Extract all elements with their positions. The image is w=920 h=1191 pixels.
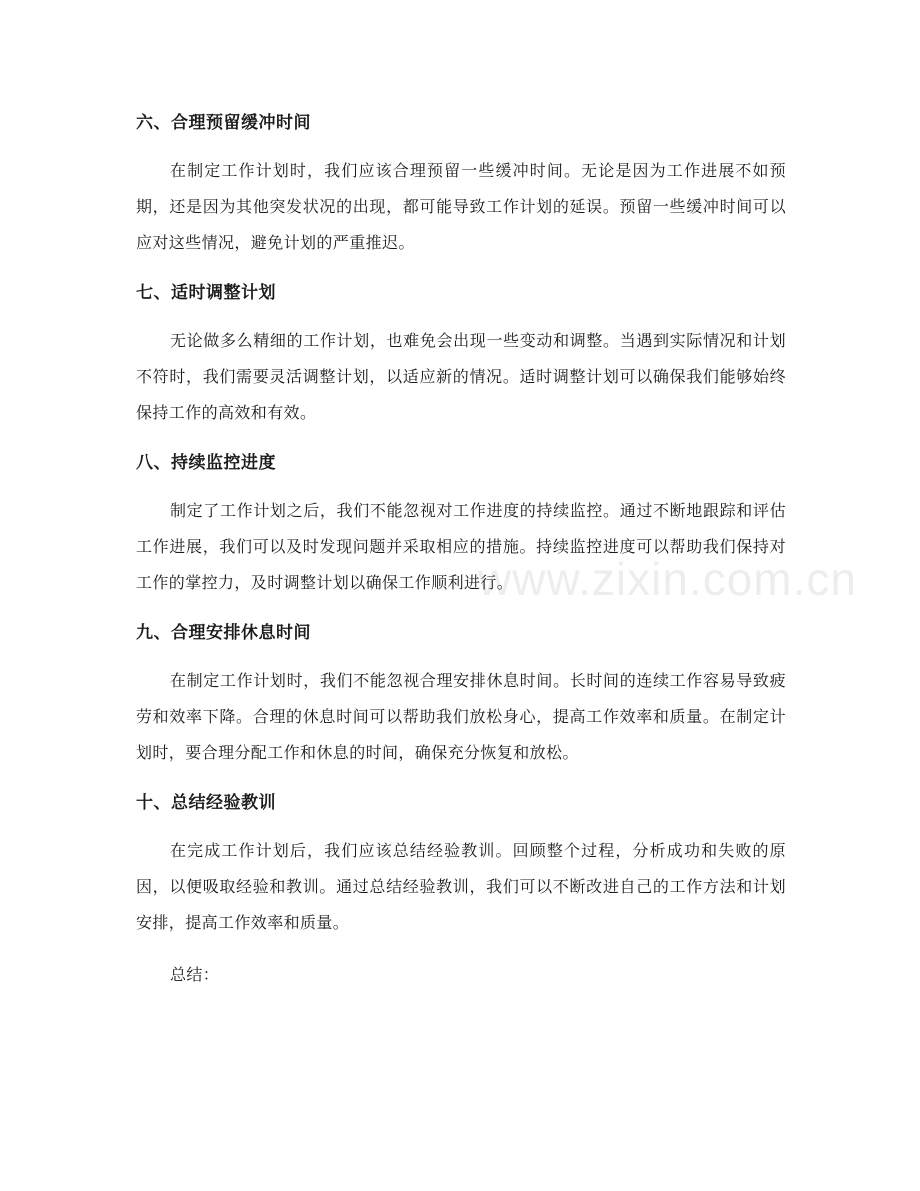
section-adjust-plan [136,277,786,431]
section-lessons-learned [136,787,786,941]
watermark-text: www.zixin.com.cn [478,553,857,605]
section-paragraph: 在制定工作计划时，我们应该合理预留一些缓冲时间。无论是因为工作进展不如预期，还是因为其他突发状况的出现，都可能导致工作计划的延误。预留一些缓冲时间可以应对这些情况，避免计划的严重推迟。 [136,161,786,252]
section-buffer-time [136,107,786,261]
section-heading: 十、总结经验教训 [136,793,276,813]
section-paragraph: 无论做多么精细的工作计划，也难免会出现一些变动和调整。当遇到实际情况和计划不符时，我们需要灵活调整计划，以适应新的情况。适时调整计划可以确保我们能够始终保持工作的高效和有效。 [136,331,786,422]
summary-label: 总结： [170,965,220,984]
section-heading: 七、适时调整计划 [136,283,276,303]
section-heading: 九、合理安排休息时间 [136,623,311,643]
section-paragraph: 制定了工作计划之后，我们不能忽视对工作进度的持续监控。通过不断地跟踪和评估工作进展，我们可以及时发现问题并采取相应的措施。持续监控进度可以帮助我们保持对工作的掌控力，及时调整计划以确保工作顺利进行。 [136,501,786,592]
section-paragraph: 在制定工作计划时，我们不能忽视合理安排休息时间。长时间的连续工作容易导致疲劳和效率下降。合理的休息时间可以帮助我们放松身心，提高工作效率和质量。在制定计划时，要合理分配工作和休息的时间，确保充分恢复和放松。 [136,671,786,762]
section-paragraph: 在完成工作计划后，我们应该总结经验教训。回顾整个过程，分析成功和失败的原因，以便吸取经验和教训。通过总结经验教训，我们可以不断改进自己的工作方法和计划安排，提高工作效率和质量。 [136,841,786,932]
section-rest-time [136,617,786,771]
section-monitor-progress [136,447,786,601]
section-heading: 六、合理预留缓冲时间 [136,113,311,133]
section-heading: 八、持续监控进度 [136,453,276,473]
document-body [136,107,786,993]
